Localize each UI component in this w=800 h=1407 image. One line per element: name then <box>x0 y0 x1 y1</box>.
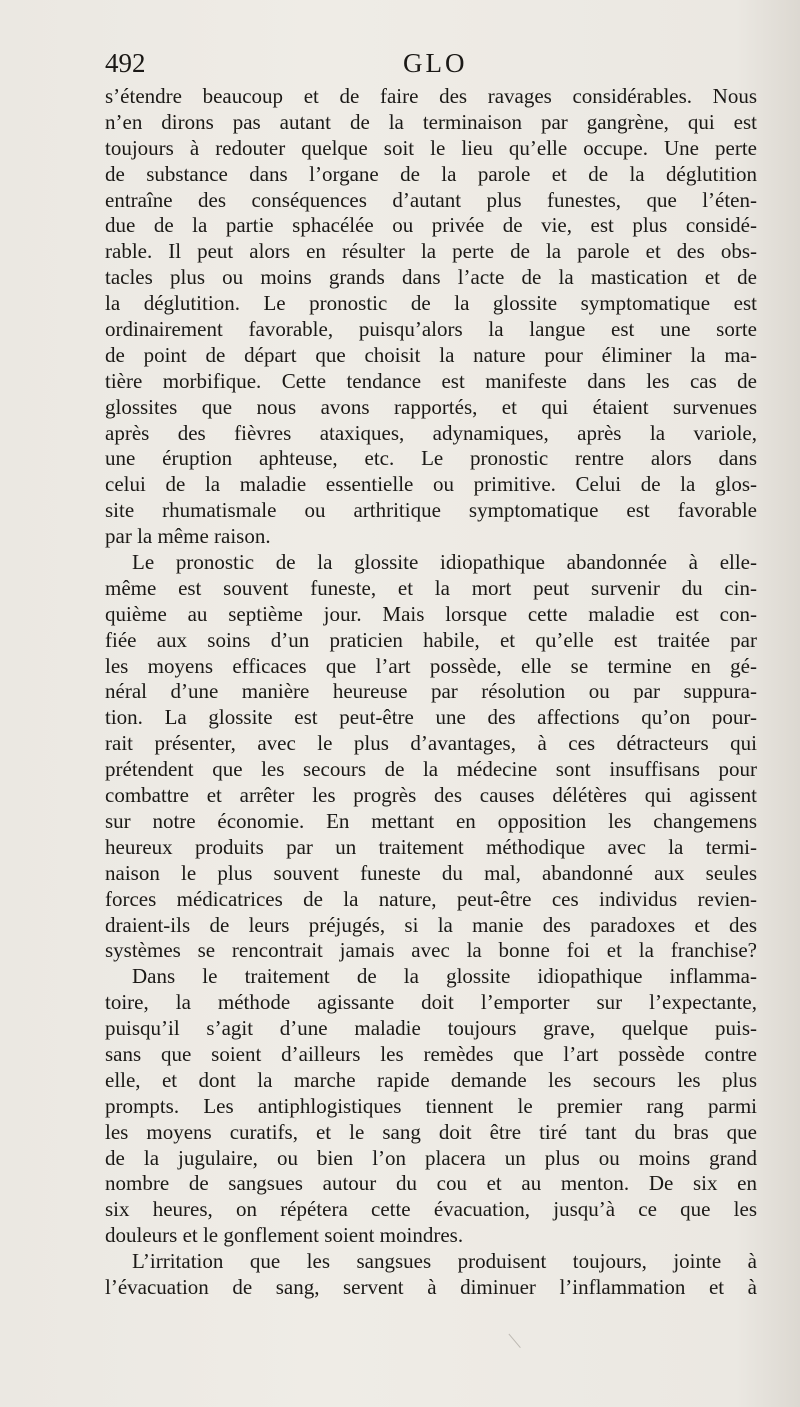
text-line: forces médicatrices de la nature, peut-être ces individus revien- <box>105 886 757 911</box>
text-line: glossites que nous avons rapportés, et qui étaient survenues <box>105 394 757 419</box>
text-line: par la même raison. <box>105 524 271 549</box>
running-head: GLO <box>403 48 468 78</box>
text-line: tacles plus ou moins grands dans l’acte de la mastication et de <box>105 265 757 290</box>
text-line: prétendent que les secours de la médecine sont insuffisans pour <box>105 757 757 782</box>
text-line: de substance dans l’organe de la parole et de la déglutition <box>105 161 757 186</box>
text-line: prompts. Les antiphlogistiques tiennent le premier rang parmi <box>105 1093 757 1118</box>
page-number: 492 <box>105 48 146 78</box>
body-text <box>105 84 757 1301</box>
text-line: tion. La glossite est peut-être une des affections qu’on pour- <box>105 705 757 730</box>
text-line: toujours à redouter quelque soit le lieu qu’elle occupe. Une perte <box>105 135 757 160</box>
text-line: draient-ils de leurs préjugés, si la manie des paradoxes et des <box>105 912 757 937</box>
text-line: quième au septième jour. Mais lorsque cette maladie est con- <box>105 601 757 626</box>
text-line: sans que soient d’ailleurs les remèdes que l’art possède contre <box>105 1041 757 1066</box>
text-line: s’étendre beaucoup et de faire des ravages considérables. Nous <box>105 84 757 108</box>
text-line: elle, et dont la marche rapide demande les secours les plus <box>105 1067 757 1092</box>
text-line: de la jugulaire, ou bien l’on placera un plus ou moins grand <box>105 1145 757 1170</box>
text-line: heureux produits par un traitement méthodique avec la termi- <box>105 834 757 859</box>
text-line: douleurs et le gonflement soient moindres. <box>105 1223 464 1248</box>
text-line: fiée aux soins d’un praticien habile, et qu’elle est traitée par <box>105 627 757 652</box>
text-line: ordinairement favorable, puisqu’alors la langue est une sorte <box>105 317 757 342</box>
text-line: la déglutition. Le pronostic de la glossite symptomatique est <box>105 291 757 316</box>
text-line: puisqu’il s’agit d’une maladie toujours grave, quelque puis- <box>105 1016 757 1041</box>
text-line: de point de départ que choisit la nature pour éliminer la ma- <box>105 342 757 367</box>
text-line: même est souvent funeste, et la mort peut survenir du cin- <box>105 575 757 600</box>
text-line: naison le plus souvent funeste du mal, abandonné aux seules <box>105 860 757 885</box>
text-line: l’évacuation de sang, servent à diminuer l’inflammation et à <box>105 1274 757 1299</box>
text-line: toire, la méthode agissante doit l’emporter sur l’expectante, <box>105 990 757 1015</box>
paper-mark <box>508 1322 534 1348</box>
text-line: L’irritation que les sangsues produisent toujours, jointe à <box>132 1249 757 1274</box>
text-line: due de la partie sphacélée ou privée de vie, est plus considé- <box>105 213 757 238</box>
text-line: combattre et arrêter les progrès des causes délétères qui agissent <box>105 783 757 808</box>
text-line: Dans le traitement de la glossite idiopathique inflamma- <box>132 964 757 989</box>
text-line: les moyens efficaces que l’art possède, elle se termine en gé- <box>105 653 757 678</box>
text-line: Le pronostic de la glossite idiopathique abandonnée à elle- <box>132 550 757 575</box>
text-line: rable. Il peut alors en résulter la perte de la parole et des obs- <box>105 239 757 264</box>
text-line: six heures, on répétera cette évacuation, jusqu’à ce que les <box>105 1197 757 1222</box>
text-line: sur notre économie. En mettant en opposition les changemens <box>105 808 757 833</box>
text-line: une éruption aphteuse, etc. Le pronostic rentre alors dans <box>105 446 757 471</box>
text-line: entraîne des conséquences d’autant plus funestes, que l’éten- <box>105 187 757 212</box>
text-line: les moyens curatifs, et le sang doit être tiré tant du bras que <box>105 1119 757 1144</box>
text-line: n’en dirons pas autant de la terminaison par gangrène, qui est <box>105 109 757 134</box>
text-line: celui de la maladie essentielle ou primitive. Celui de la glos- <box>105 472 757 497</box>
text-line: après des fièvres ataxiques, adynamiques, après la variole, <box>105 420 757 445</box>
text-line: rait présenter, avec le plus d’avantages, à ces détracteurs qui <box>105 731 757 756</box>
text-line: tière morbifique. Cette tendance est manifeste dans les cas de <box>105 368 757 393</box>
text-line: systèmes se rencontrait jamais avec la bonne foi et la franchise? <box>105 938 757 963</box>
text-line: site rhumatismale ou arthritique symptomatique est favorable <box>105 498 757 523</box>
page-header <box>105 48 755 84</box>
text-line: nombre de sangsues autour du cou et au menton. De six en <box>105 1171 757 1196</box>
text-line: néral d’une manière heureuse par résolution ou par suppura- <box>105 679 757 704</box>
